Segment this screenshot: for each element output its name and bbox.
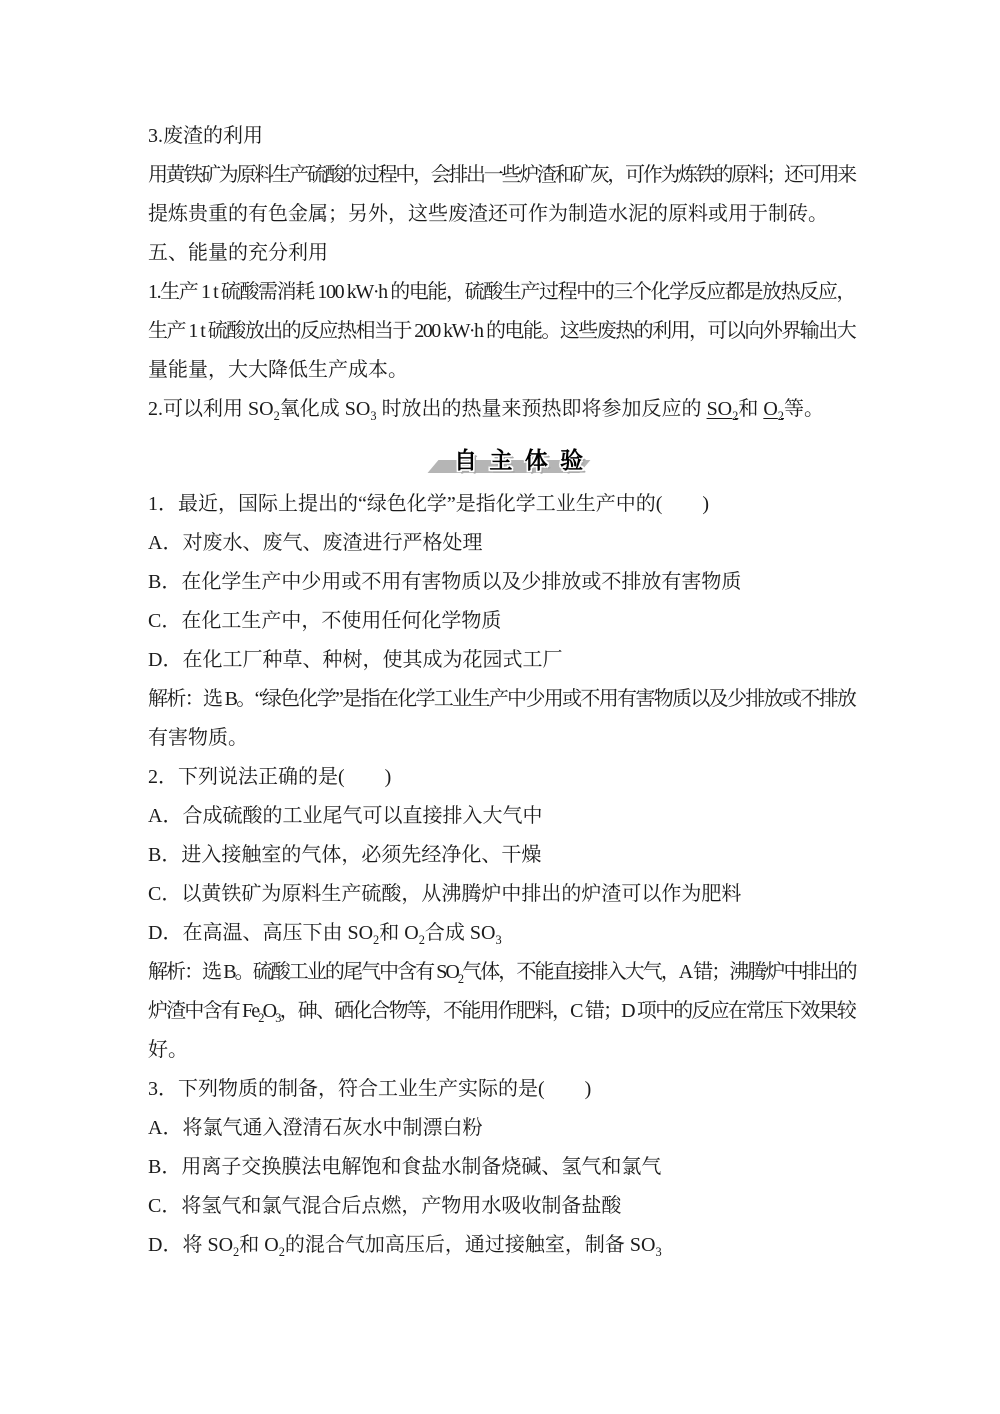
text-run: C．以黄铁矿为原料生产硫酸，从沸腾炉中排出的炉渣可以作为肥料 [148,883,742,905]
text-run: A．合成硫酸的工业尾气可以直接排入大气中 [148,805,543,827]
exercises-block [148,485,855,1265]
text-run: 2．下列说法正确的是( ) [148,766,392,788]
text-line [148,351,855,390]
text-line [148,641,855,680]
text-run: B．用离子交换膜法电解饱和食盐水制备烧碱、氢气和氯气 [148,1156,662,1178]
text-run: B．在化学生产中少用或不用有害物质以及少排放或不排放有害物质 [148,571,742,593]
text-line [148,234,855,273]
text-line [148,1109,855,1148]
text-run: 五、能量的充分利用 [148,242,328,264]
text-run: $SO_2$ [248,398,280,423]
text-run: 合成 [424,922,470,944]
text-line [148,992,855,1031]
text-line [148,117,855,156]
text-run: D．在化工厂种草、种树，使其成为花园式工厂 [148,649,563,671]
text-run: $Fe_2$ [241,1000,263,1025]
text-run: A．将氯气通入澄清石灰水中制漂白粉 [148,1117,483,1139]
text-run: $SO_3$ [344,398,377,423]
text-run: D．将 [148,1234,208,1256]
text-run: 量能量，大大降低生产成本。 [148,359,408,381]
text-run: C．将氢气和氯气混合后点燃，产物用水吸收制备盐酸 [148,1195,622,1217]
text-run: 3．下列物质的制备，符合工业生产实际的是( ) [148,1078,592,1100]
text-run: $SO_2$ [207,1234,240,1259]
text-run: $SO_3$ [629,1234,662,1259]
text-line [148,680,855,719]
text-run: $O_2$ [763,398,784,423]
text-run: 炉渣中含有 [148,1000,242,1022]
text-line [148,758,855,797]
text-line [148,836,855,875]
text-run: D．在高温、高压下由 [148,922,348,944]
text-line [148,563,855,602]
text-run: 提炼贵重的有色金属；另外，这些废渣还可作为制造水泥的原料或用于制砖。 [148,203,828,225]
text-run: B．进入接触室的气体，必须先经净化、干燥 [148,844,542,866]
text-line [148,602,855,641]
text-line [148,1148,855,1187]
text-line [148,390,855,429]
text-line [148,1031,855,1070]
notes-block [148,117,855,429]
text-run: 生产 1 t 硫酸放出的反应热相当于 200 kW·h 的电能。这些废热的利用，可以向外界输出大 [148,320,856,342]
text-run: 2.可以利用 [148,398,248,420]
section-banner [148,429,855,485]
text-line [148,914,855,953]
text-line [148,875,855,914]
text-run: $SO_2$ [436,961,463,986]
text-run: $O_2$ [264,1234,285,1259]
text-run: 解析：选 B。硫酸工业的尾气中含有 [148,961,437,983]
text-line [148,524,855,563]
text-run: $SO_2$ [347,922,380,947]
text-run: $O_3$ [262,1000,280,1025]
text-run: $SO_2$ [706,398,739,423]
text-line [148,195,855,234]
text-run: 1．最近，国际上提出的“绿色化学”是指化学工业生产中的( ) [148,493,710,515]
text-line [148,1187,855,1226]
text-run: A．对废水、废气、废渣进行严格处理 [148,532,483,554]
text-run: 3.废渣的利用 [148,125,263,147]
text-line [148,1070,855,1109]
text-line [148,485,855,524]
text-line [148,719,855,758]
text-run: 等。 [784,398,824,420]
text-line [148,953,855,992]
text-line [148,312,855,351]
text-run: 时放出的热量来预热即将参加反应的 [376,398,707,420]
text-line [148,1226,855,1265]
text-run: C．在化工生产中，不使用任何化学物质 [148,610,502,632]
text-run: 好。 [148,1039,188,1061]
text-run: 1.生产 1 t 硫酸需消耗 100 kW·h 的电能，硫酸生产过程中的三个化学反应都是放热反应， [148,281,856,303]
text-line [148,156,855,195]
text-run: $SO_3$ [469,922,502,947]
text-run: 的混合气加高压后，通过接触室，制备 [284,1234,630,1256]
text-run: $O_2$ [404,922,425,947]
text-run: 和 [379,922,405,944]
text-run: 和 [738,398,764,420]
text-run: 和 [239,1234,265,1256]
text-run: 有害物质。 [148,727,248,749]
text-run: ，砷、硒化合物等，不能用作肥料，C 错；D 项中的反应在常压下效果较 [279,1000,855,1022]
text-line [148,273,855,312]
text-run: 气体，不能直接排入大气，A 错；沸腾炉中排出的 [462,961,856,983]
text-run: 解析：选 B。“绿色化学”是指在化学工业生产中少用或不用有害物质以及少排放或不排放 [148,688,856,710]
banner-title: 自 主 体 验 [454,447,587,473]
text-run: 氧化成 [279,398,345,420]
text-run: 用黄铁矿为原料生产硫酸的过程中，会排出一些炉渣和矿灰，可作为炼铁的原料；还可用来 [148,164,855,186]
text-line [148,797,855,836]
